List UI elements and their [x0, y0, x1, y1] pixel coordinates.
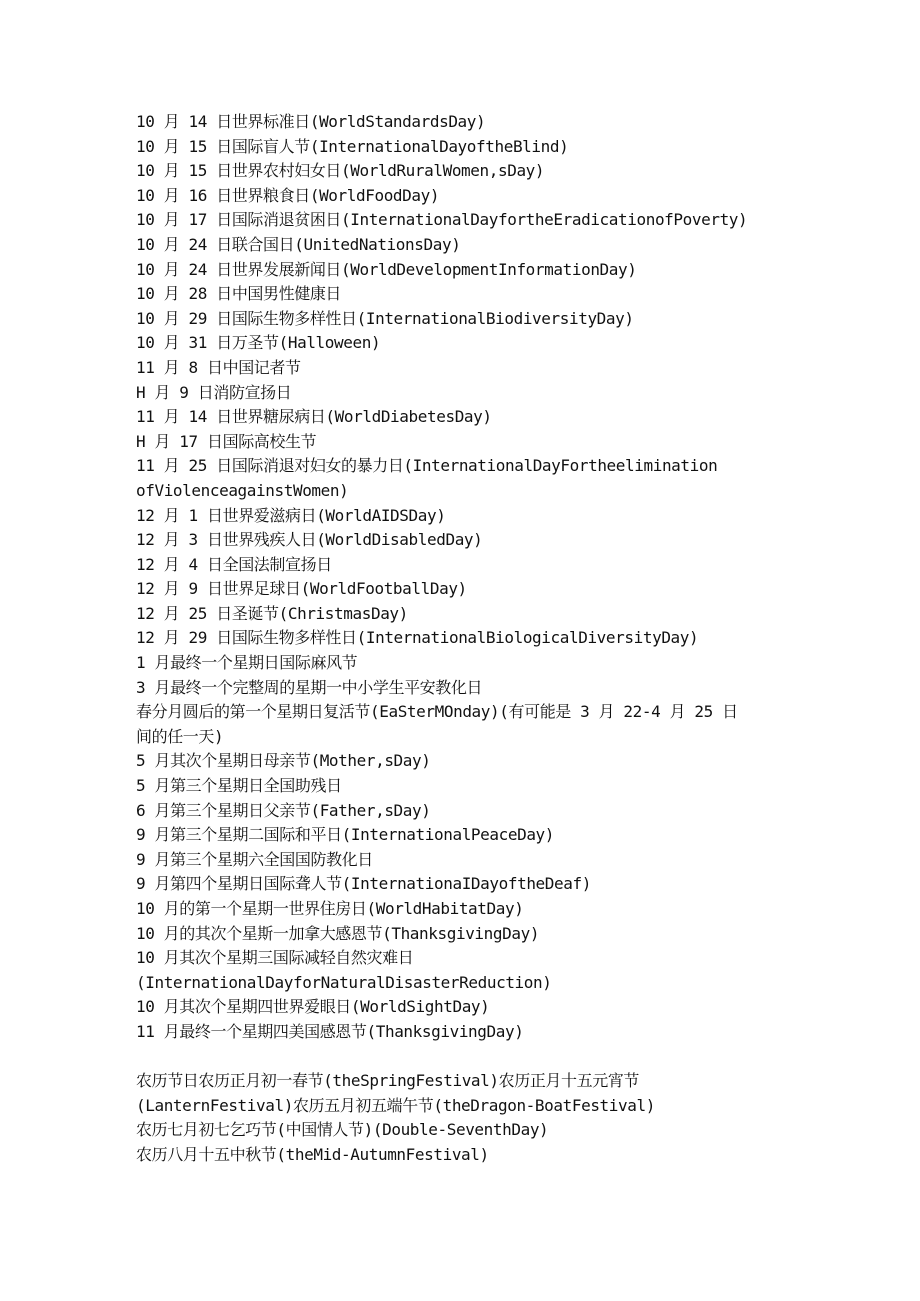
text-line: 9 月第三个星期二国际和平日(InternationalPeaceDay) — [136, 825, 555, 845]
text-line: 11 月最终一个星期四美国感恩节(ThanksgivingDay) — [136, 1021, 524, 1041]
text-line: 12 月 29 日国际生物多样性日(InternationalBiologicalDiversityDay) — [136, 628, 699, 648]
text-line: 10 月其次个星期四世界爱眼日(WorldSightDay) — [136, 997, 490, 1017]
text-line: 10 月 31 日万圣节(Halloween) — [136, 333, 381, 353]
text-line: (InternationalDayforNaturalDisasterReduction) — [136, 972, 552, 992]
text-line: 春分月圆后的第一个星期日复活节(EaSterMOnday)(有可能是 3 月 22-4 月 25 日 — [136, 702, 738, 722]
text-line: 3 月最终一个完整周的星期一中小学生平安教化日 — [136, 677, 483, 697]
text-line: 5 月其次个星期日母亲节(Mother,sDay) — [136, 751, 431, 771]
text-line: 10 月 15 日国际盲人节(InternationalDayoftheBlind) — [136, 136, 569, 156]
text-line: 10 月 17 日国际消退贫困日(InternationalDayfortheEradicationofPoverty) — [136, 210, 748, 230]
text-line: H 月 17 日国际高校生节 — [136, 431, 317, 451]
text-line: 10 月 29 日国际生物多样性日(InternationalBiodiversityDay) — [136, 308, 634, 328]
text-line: 5 月第三个星期日全国助残日 — [136, 776, 342, 796]
text-line: 10 月 28 日中国男性健康日 — [136, 284, 342, 304]
text-line: H 月 9 日消防宣扬日 — [136, 382, 292, 402]
document-page — [136, 110, 816, 1168]
holiday-list — [136, 110, 816, 1045]
text-line: (LanternFestival)农历五月初五端午节(theDragon-BoatFestival) — [136, 1095, 655, 1115]
text-line: 12 月 9 日世界足球日(WorldFootballDay) — [136, 579, 467, 599]
text-line: ofViolenceagainstWomen) — [136, 480, 349, 500]
text-line: 11 月 25 日国际消退对妇女的暴力日(InternationalDayFortheelimination — [136, 456, 718, 476]
text-line: 9 月第四个星期日国际聋人节(InternationaIDayoftheDeaf) — [136, 874, 591, 894]
text-line: 10 月的第一个星期一世界住房日(WorldHabitatDay) — [136, 899, 524, 918]
text-line: 间的任一天) — [136, 726, 224, 746]
text-line: 10 月的其次个星斯一加拿大感恩节(ThanksgivingDay) — [136, 923, 540, 943]
text-line: 10 月 14 日世界标准日(WorldStandardsDay) — [136, 112, 486, 131]
text-line: 12 月 1 日世界爱滋病日(WorldAIDSDay) — [136, 505, 446, 525]
lunar-holiday-paragraph — [136, 1069, 816, 1167]
text-line: 10 月 16 日世界粮食日(WorldFoodDay) — [136, 185, 440, 205]
text-line: 农历七月初七乞巧节(中国情人节)(Double-SeventhDay) — [136, 1120, 549, 1140]
text-line: 1 月最终一个星期日国际麻风节 — [136, 653, 358, 673]
text-line: 10 月其次个星期三国际减轻自然灾难日 — [136, 948, 414, 968]
text-line: 农历八月十五中秋节(theMid-AutumnFestival) — [136, 1144, 489, 1164]
text-line: 9 月第三个星期六全国国防教化日 — [136, 849, 373, 869]
text-line: 农历节日农历正月初一春节(theSpringFestival)农历正月十五元宵节 — [136, 1071, 640, 1091]
text-line: 11 月 14 日世界糖尿病日(WorldDiabetesDay) — [136, 407, 492, 427]
text-line: 12 月 4 日全国法制宣扬日 — [136, 554, 332, 574]
text-line: 10 月 24 日联合国日(UnitedNationsDay) — [136, 234, 461, 254]
paragraph-gap — [136, 1045, 816, 1070]
text-line: 10 月 15 日世界农村妇女日(WorldRuralWomen,sDay) — [136, 161, 545, 181]
text-line: 6 月第三个星期日父亲节(Father,sDay) — [136, 800, 431, 820]
text-line: 10 月 24 日世界发展新闻日(WorldDevelopmentInformationDay) — [136, 259, 637, 279]
text-line: 12 月 25 日圣诞节(ChristmasDay) — [136, 603, 408, 623]
text-line: 12 月 3 日世界残疾人日(WorldDisabledDay) — [136, 530, 483, 550]
text-line: 11 月 8 日中国记者节 — [136, 357, 301, 377]
